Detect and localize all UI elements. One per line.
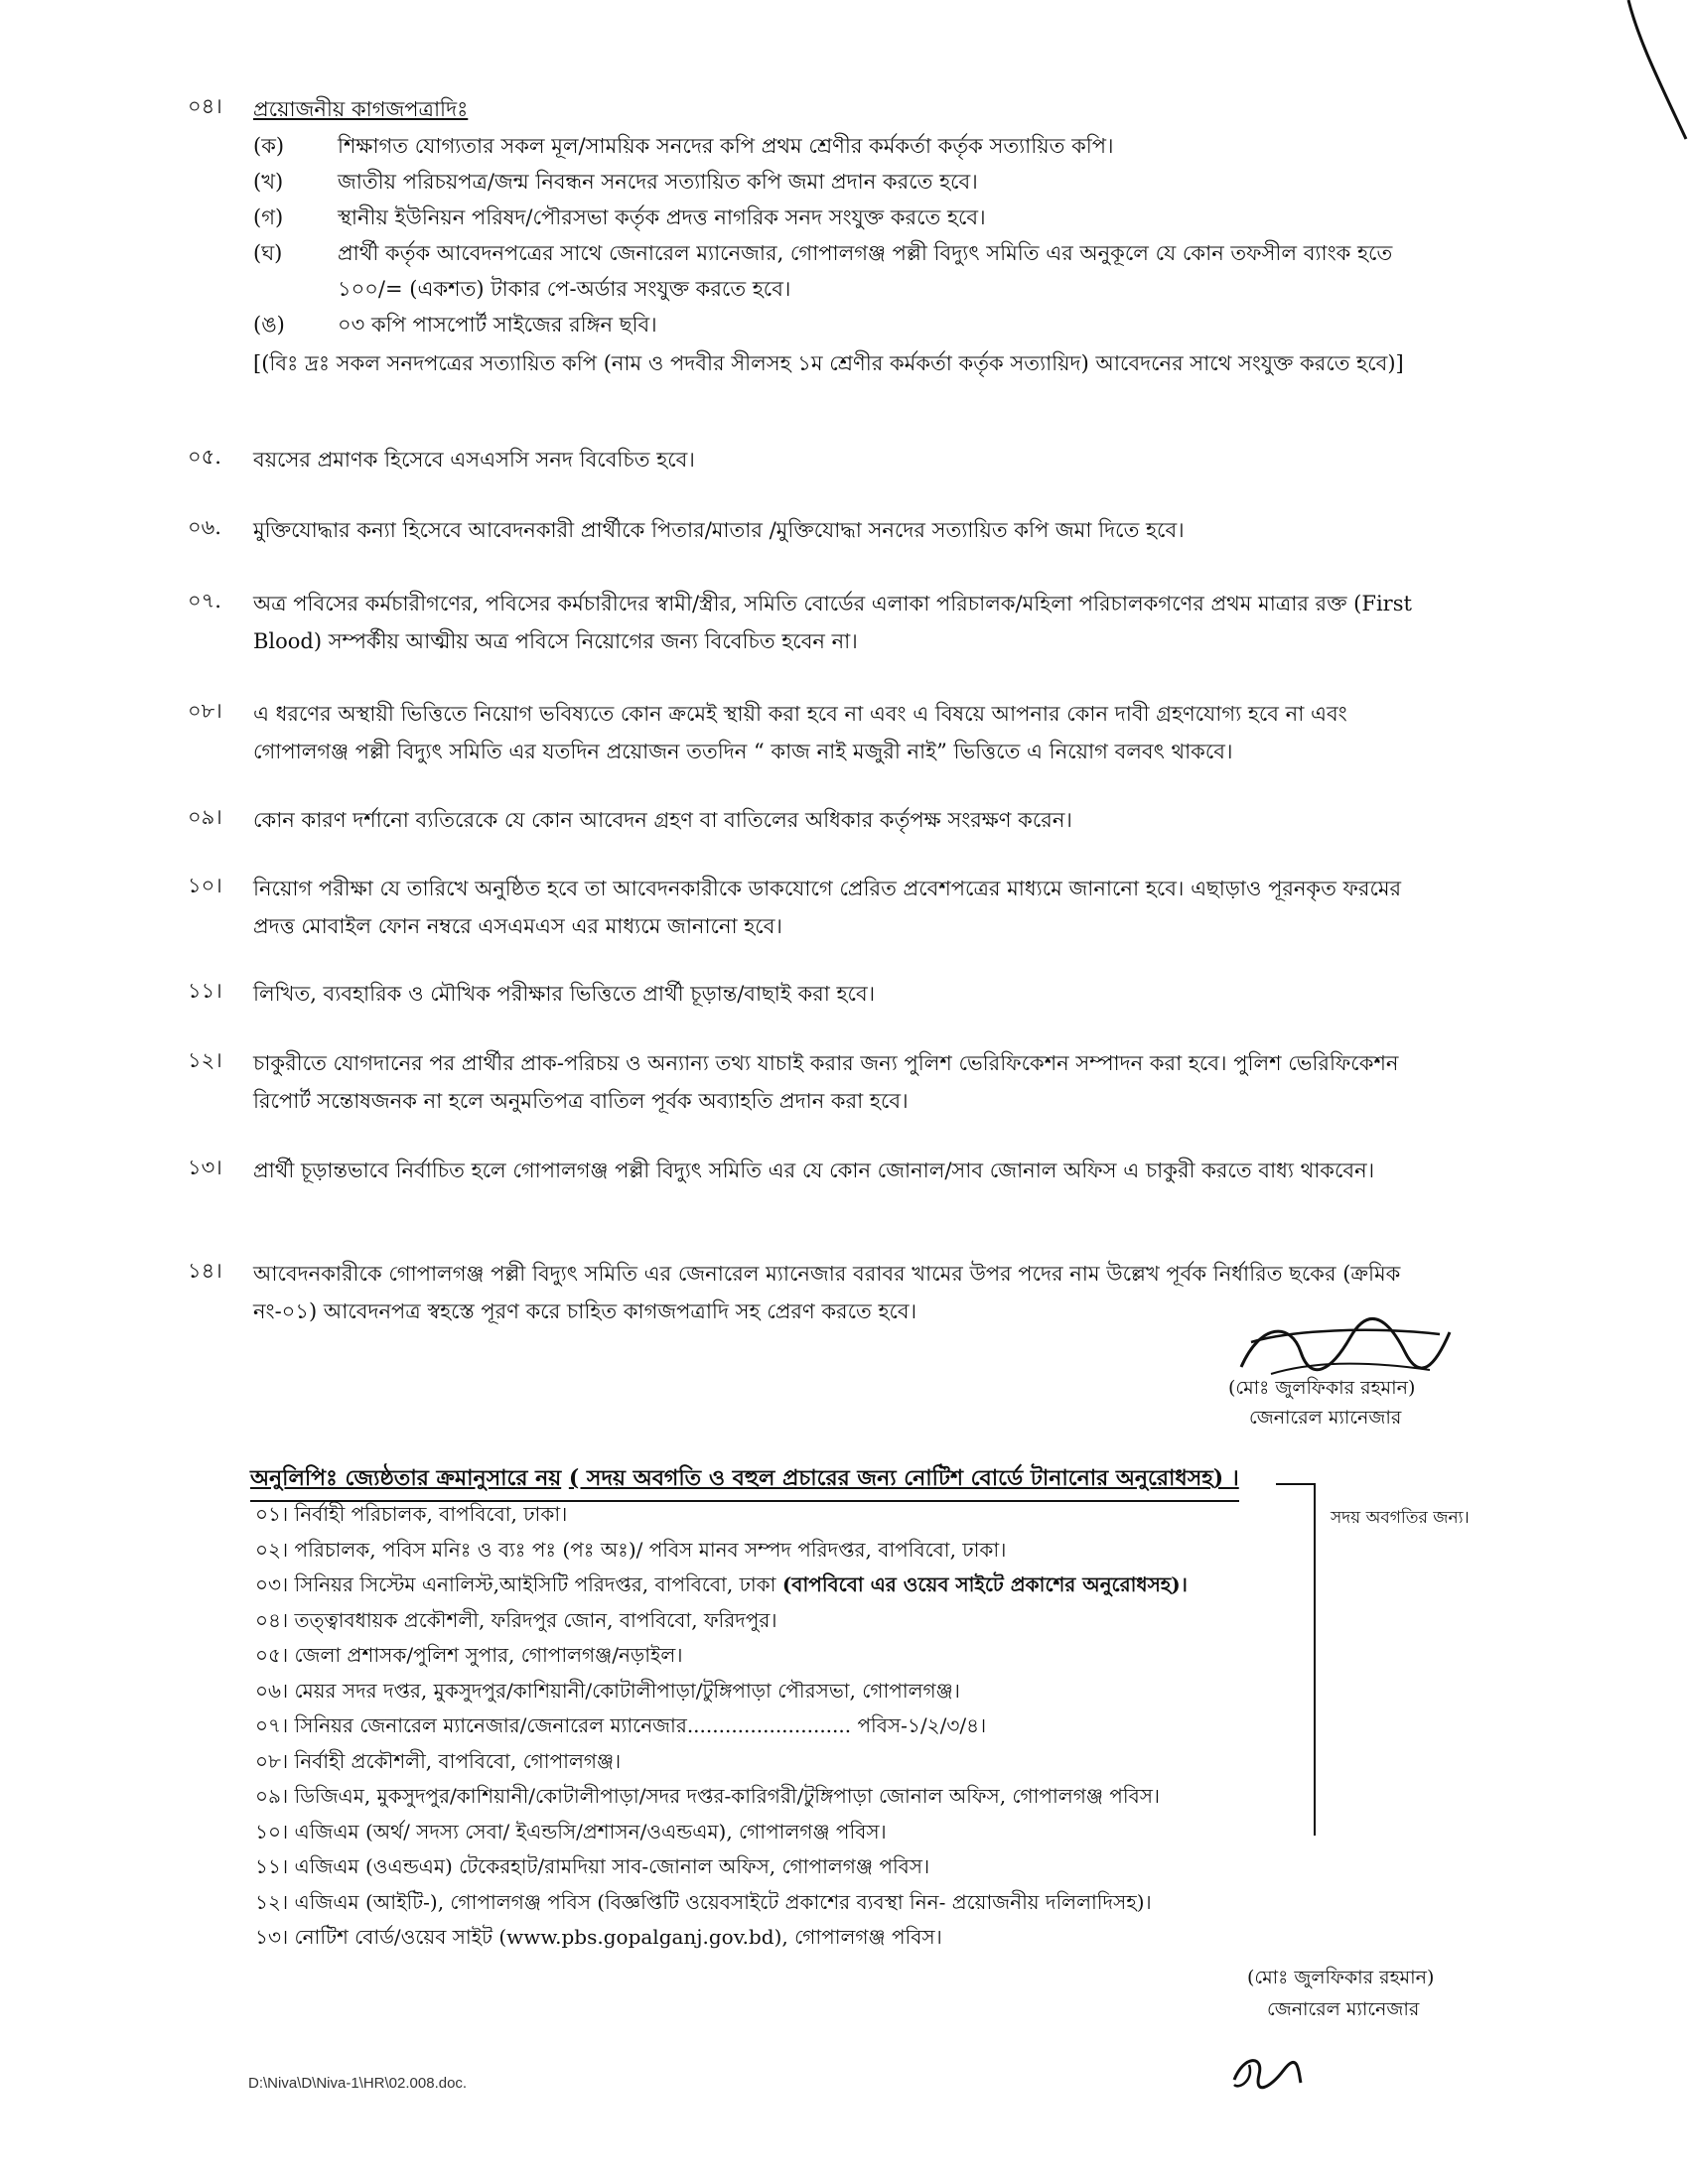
clause-12 xyxy=(188,1044,1445,1120)
clause-text: প্রার্থী চূড়ান্তভাবে নির্বাচিত হলে গোপালগঞ্জ পল্লী বিদ্যুৎ সমিতি এর যে কোন জোনাল/সাব জোনাল অফিস এ চাকুরী করতে বাধ্য থাকবেন। xyxy=(253,1159,1375,1182)
cc-top-rule xyxy=(1276,1483,1316,1485)
cc-list-item xyxy=(255,1568,1318,1603)
cc-item-text: ১১। এজিএম (ওএন্ডএম) টেকেরহাট/রামদিয়া সাব-জোনাল অফিস, গোপালগঞ্জ পবিস। xyxy=(255,1854,930,1878)
clause-13 xyxy=(188,1152,1445,1189)
cc-heading-rule xyxy=(250,1500,1239,1502)
clause-number: ০৫. xyxy=(188,445,221,469)
cc-list-item xyxy=(255,1708,1318,1744)
requirements-list xyxy=(253,128,1445,342)
requirement-marker: (ঘ) xyxy=(253,241,283,265)
requirement-text: ০৩ কপি পাসপোর্ট সাইজের রঙ্গিন ছবি। xyxy=(338,313,657,337)
file-path-footer: D:\Niva\D\Niva-1\HR\02.008.doc. xyxy=(248,2075,468,2092)
signatory-name-top: (মোঃ জুলফিকার রহমান) xyxy=(1228,1377,1416,1399)
cc-list-item xyxy=(255,1638,1318,1674)
cc-list-item xyxy=(255,1849,1318,1885)
cc-list-item xyxy=(255,1533,1318,1569)
cc-item-text: ০৭। সিনিয়র জেনারেল ম্যানেজার/জেনারেল ম্যানেজার.......................... পবিস-১/২/৩/৪। xyxy=(255,1713,987,1737)
clause-number: ১৩। xyxy=(188,1156,222,1179)
clause-06 xyxy=(188,511,1445,549)
cc-item-text: ০১। নির্বাহী পরিচালক, বাপবিবো, ঢাকা। xyxy=(255,1502,568,1526)
requirements-note: [(বিঃ দ্রঃ সকল সনদপত্রের সত্যায়িত কপি (নাম ও পদবীর সীলসহ ১ম শ্রেণীর কর্মকর্তা কর্তৃক সত্যায়িদ) আবেদনের সাথে সংযুক্ত করতে হবে)] xyxy=(253,351,1404,375)
clause-text: মুক্তিযোদ্ধার কন্যা হিসেবে আবেদনকারী প্রার্থীকে পিতার/মাতার /মুক্তিযোদ্ধা সনদের সত্যায়িত কপি জমা দিতে হবে। xyxy=(253,518,1185,542)
clause-text: কোন কারণ দর্শানো ব্যতিরেকে যে কোন আবেদন গ্রহণ বা বাতিলের অধিকার কর্তৃপক্ষ সংরক্ষণ করেন। xyxy=(253,808,1072,832)
cc-item-text: ০৫। জেলা প্রশাসক/পুলিশ সুপার, গোপালগঞ্জ/নড়াইল। xyxy=(255,1643,683,1667)
cc-heading xyxy=(250,1461,1239,1498)
cc-list-item xyxy=(255,1497,1318,1533)
cc-list-item xyxy=(255,1779,1318,1815)
cc-list xyxy=(255,1497,1318,1956)
cc-list-item xyxy=(255,1603,1318,1639)
clause-05 xyxy=(188,441,1445,478)
signatory-title-bottom: জেনারেল ম্যানেজার xyxy=(1267,1998,1420,2020)
cc-side-note: সদয় অবগতির জন্য। xyxy=(1331,1508,1470,1528)
clause-number: ০৪। xyxy=(188,94,222,118)
requirement-item xyxy=(253,128,1445,164)
requirement-text: স্থানীয় ইউনিয়ন পরিষদ/পৌরসভা কর্তৃক প্রদত্ত নাগরিক সনদ সংযুক্ত করতে হবে। xyxy=(338,205,986,229)
cc-purpose: ( সদয় অবগতি ও বহুল প্রচারের জন্য নোটিশ বোর্ডে টানানোর অনুরোধসহ) । xyxy=(568,1465,1239,1491)
clause-09 xyxy=(188,801,1445,839)
clause-text: চাকুরীতে যোগদানের পর প্রার্থীর প্রাক-পরিচয় ও অন্যান্য তথ্য যাচাই করার জন্য পুলিশ ভেরিফিকেশন সম্পাদন করা হবে। পুলিশ ভেরিফিকেশন রিপোর্ট সন্তোষজনক না হলে অনুমতিপত্র বাতিল পূর্বক অব্যাহতি প্রদান করা হবে। xyxy=(253,1051,1399,1113)
requirement-text: প্রার্থী কর্তৃক আবেদনপত্রের সাথে জেনারেল ম্যানেজার, গোপালগঞ্জ পল্লী বিদ্যুৎ সমিতি এর অনুকূলে যে কোন তফসীল ব্যাংক হতে ১০০/= (একশত) টাকার পে-অর্ডার সংযুক্ত করতে হবে। xyxy=(338,241,1393,301)
clause-number: ০৯। xyxy=(188,805,222,829)
cc-item-text: ১৩। নোটিশ বোর্ড/ওয়েব সাইট (www.pbs.gopalganj.gov.bd), গোপালগঞ্জ পবিস। xyxy=(255,1925,942,1949)
signatory-name-bottom: (মোঃ জুলফিকার রহমান) xyxy=(1247,1967,1435,1988)
cc-item-text: ০৬। মেয়র সদর দপ্তর, মুকসুদপুর/কাশিয়ানী/কোটালীপাড়া/টুঙ্গিপাড়া পৌরসভা, গোপালগঞ্জ। xyxy=(255,1678,960,1703)
requirements-heading: প্রয়োজনীয় কাগজপত্রাদিঃ xyxy=(253,97,469,121)
clause-10 xyxy=(188,870,1445,945)
clause-number: ১৪। xyxy=(188,1259,222,1283)
clause-text: এ ধরণের অস্থায়ী ভিত্তিতে নিয়োগ ভবিষ্যতে কোন ক্রমেই স্থায়ী করা হবে না এবং এ বিষয়ে আপনার কোন দাবী গ্রহণযোগ্য হবে না এবং গোপালগঞ্জ পল্লী বিদ্যুৎ সমিতি এর যতদিন প্রয়োজন ততদিন “ কাজ নাই মজুরী নাই” ভিত্তিতে এ নিয়োগ বলবৎ থাকবে। xyxy=(253,702,1347,763)
clause-text: বয়সের প্রমাণক হিসেবে এসএসসি সনদ বিবেচিত হবে। xyxy=(253,448,695,472)
clause-07 xyxy=(188,585,1445,660)
cc-item-text: ১২। এজিএম (আইটি-), গোপালগঞ্জ পবিস (বিজ্ঞপ্তিটি ওয়েবসাইটে প্রকাশের ব্যবস্থা নিন- প্রয়োজনীয় দলিলাদিসহ)। xyxy=(255,1889,1152,1914)
clause-number: ১১। xyxy=(188,979,222,1003)
clause-number: ০৮। xyxy=(188,699,222,723)
initials-scrawl xyxy=(1229,2045,1304,2095)
clause-text: নিয়োগ পরীক্ষা যে তারিখে অনুষ্ঠিত হবে তা আবেদনকারীকে ডাকযোগে প্রেরিত প্রবেশপত্রের মাধ্যমে জানানো হবে। এছাড়াও পূরনকৃত ফরমের প্রদত্ত মোবাইল ফোন নম্বরে এসএমএস এর মাধ্যমে জানানো হবে। xyxy=(253,877,1402,938)
requirement-text: শিক্ষাগত যোগ্যতার সকল মূল/সাময়িক সনদের কপি প্রথম শ্রেণীর কর্মকর্তা কর্তৃক সত্যায়িত কপি। xyxy=(338,134,1114,158)
requirement-text: জাতীয় পরিচয়পত্র/জন্ম নিবন্ধন সনদের সত্যায়িত কপি জমা প্রদান করতে হবে। xyxy=(338,170,978,194)
requirement-marker: (খ) xyxy=(253,170,284,194)
cc-label: অনুলিপিঃ জ্যেষ্ঠতার ক্রমানুসারে নয় xyxy=(250,1465,562,1491)
cc-item-text: ০৯। ডিজিএম, মুকসুদপুর/কাশিয়ানী/কোটালীপাড়া/সদর দপ্তর-কারিগরী/টুঙ্গিপাড়া জোনাল অফিস, গোপালগঞ্জ পবিস। xyxy=(255,1784,1161,1808)
requirements-section xyxy=(188,90,1445,382)
clause-text: অত্র পবিসের কর্মচারীগণের, পবিসের কর্মচারীদের স্বামী/স্ত্রীর, সমিতি বোর্ডের এলাকা পরিচালক/মহিলা পরিচালকগণের প্রথম মাত্রার রক্ত (First Blood) সম্পর্কীয় আত্মীয় অত্র পবিসে নিয়োগের জন্য বিবেচিত হবেন না। xyxy=(253,592,1412,653)
clause-number: ১২। xyxy=(188,1048,222,1072)
cc-list-item xyxy=(255,1815,1318,1850)
cc-list-item xyxy=(255,1674,1318,1709)
cc-item-emphasis: (বাপবিবো এর ওয়েব সাইটে প্রকাশের অনুরোধসহ)। xyxy=(781,1572,1188,1596)
cc-item-text: ১০। এজিএম (অর্থ/ সদস্য সেবা/ ইএন্ডসি/প্রশাসন/ওএন্ডএম), গোপালগঞ্জ পবিস। xyxy=(255,1819,887,1843)
cc-item-text: ০৩। সিনিয়র সিস্টেম এনালিস্ট,আইসিটি পরিদপ্তর, বাপবিবো, ঢাকা xyxy=(255,1572,782,1596)
cc-item-text: ০৪। তত্ত্বাবধায়ক প্রকৌশলী, ফরিদপুর জোন, বাপবিবো, ফরিদপুর। xyxy=(255,1607,777,1632)
cc-list-item xyxy=(255,1885,1318,1921)
requirement-marker: (গ) xyxy=(253,205,284,229)
cc-item-text: ০২। পরিচালক, পবিস মনিঃ ও ব্যঃ পঃ (পঃ অঃ)/ পবিস মানব সম্পদ পরিদপ্তর, বাপবিবো, ঢাকা। xyxy=(255,1537,1007,1562)
requirement-item xyxy=(253,307,1445,342)
requirement-marker: (ক) xyxy=(253,134,285,158)
clause-number: ০৭. xyxy=(188,589,221,613)
clause-number: ১০। xyxy=(188,874,222,897)
clause-08 xyxy=(188,695,1445,770)
corner-pen-stroke xyxy=(1609,0,1688,149)
clause-text: আবেদনকারীকে গোপালগঞ্জ পল্লী বিদ্যুৎ সমিতি এর জেনারেল ম্যানেজার বরাবর খামের উপর পদের নাম উল্লেখ পূর্বক নির্ধারিত ছকের (ক্রমিক নং-০১) আবেদনপত্র স্বহস্তে পূরণ করে চাহিত কাগজপত্রাদি সহ প্রেরণ করতে হবে। xyxy=(253,1262,1401,1323)
requirement-item xyxy=(253,200,1445,235)
clause-text: লিখিত, ব্যবহারিক ও মৌখিক পরীক্ষার ভিত্তিতে প্রার্থী চূড়ান্ত/বাছাই করা হবে। xyxy=(253,982,876,1006)
cc-list-item xyxy=(255,1920,1318,1956)
cc-list-item xyxy=(255,1744,1318,1780)
clause-number: ০৬. xyxy=(188,515,221,539)
cc-item-text: ০৮। নির্বাহী প্রকৌশলী, বাপবিবো, গোপালগঞ্জ। xyxy=(255,1748,622,1773)
requirement-item xyxy=(253,164,1445,200)
requirement-item xyxy=(253,235,1445,307)
requirement-marker: (ঙ) xyxy=(253,313,285,337)
clause-11 xyxy=(188,975,1445,1013)
signatory-title-top: জেনারেল ম্যানেজার xyxy=(1249,1407,1402,1429)
